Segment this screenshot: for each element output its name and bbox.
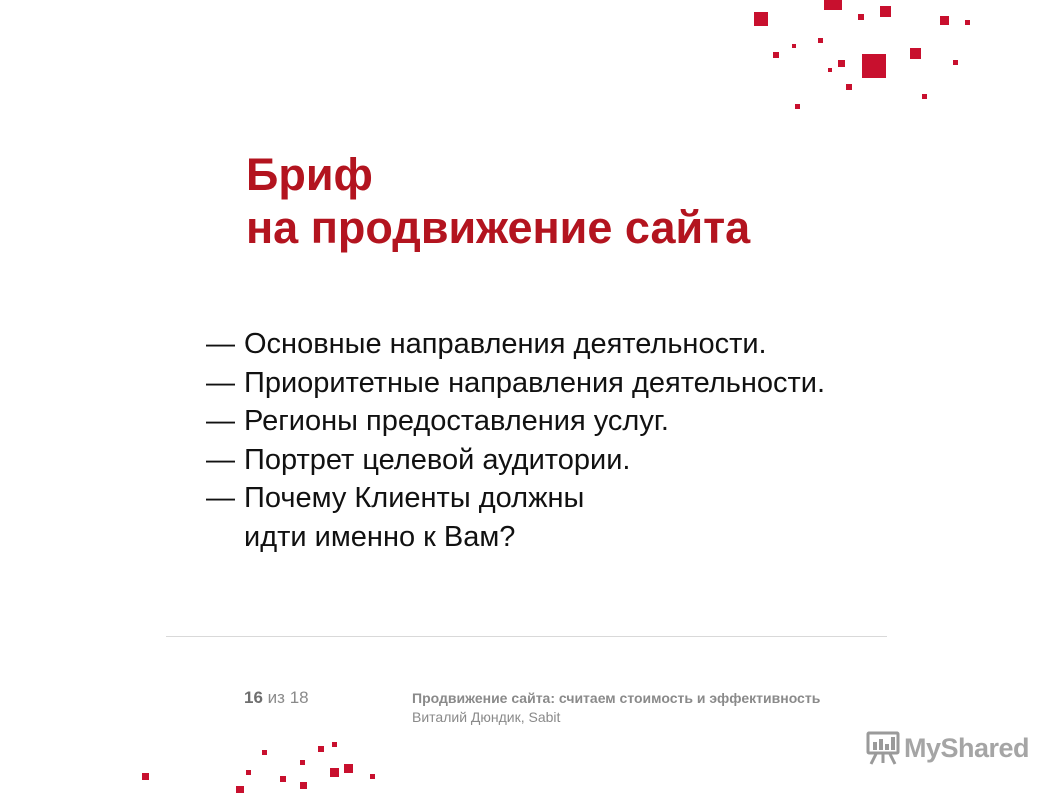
- bullet-dash: —: [206, 366, 235, 399]
- footer-divider: [166, 636, 887, 637]
- slide-title: [246, 148, 750, 254]
- bullet-item: [206, 325, 825, 364]
- bullet-item: [206, 364, 825, 403]
- watermark-text: MyShared: [904, 732, 1030, 763]
- title-subtitle: на продвижение сайта: [246, 202, 751, 253]
- bullet-dash: —: [206, 482, 235, 514]
- page-separator: из: [267, 688, 285, 707]
- footer-info: [412, 689, 820, 727]
- page-current: 16: [244, 688, 263, 707]
- bullet-item: [206, 441, 825, 480]
- page-total: 18: [289, 688, 309, 707]
- presentation-author: Виталий Дюндик, Sabit: [412, 709, 561, 725]
- bullet-text: Регионы предоставления услуг.: [244, 405, 669, 437]
- bullet-text: Почему Клиенты должны: [244, 482, 585, 514]
- bullet-text: Портрет целевой аудитории.: [244, 443, 631, 476]
- bullet-dash: —: [206, 328, 235, 360]
- watermark-logo: [866, 728, 1029, 768]
- presentation-title: Продвижение сайта: считаем стоимость и эффективность: [412, 690, 821, 706]
- bullet-text: Основные направления деятельности.: [244, 328, 767, 360]
- title-main: Бриф: [246, 149, 373, 200]
- bullet-dash: —: [206, 405, 235, 437]
- page-counter: [244, 688, 309, 708]
- bullet-item: [206, 402, 825, 441]
- bullet-text-continued: идти именно к Вам?: [244, 520, 516, 553]
- bullet-text: Приоритетные направления деятельности.: [244, 366, 826, 399]
- projector-screen-icon: [866, 730, 900, 766]
- bullet-item: [206, 479, 825, 556]
- bullet-list: [206, 325, 825, 556]
- bullet-dash: —: [206, 443, 235, 476]
